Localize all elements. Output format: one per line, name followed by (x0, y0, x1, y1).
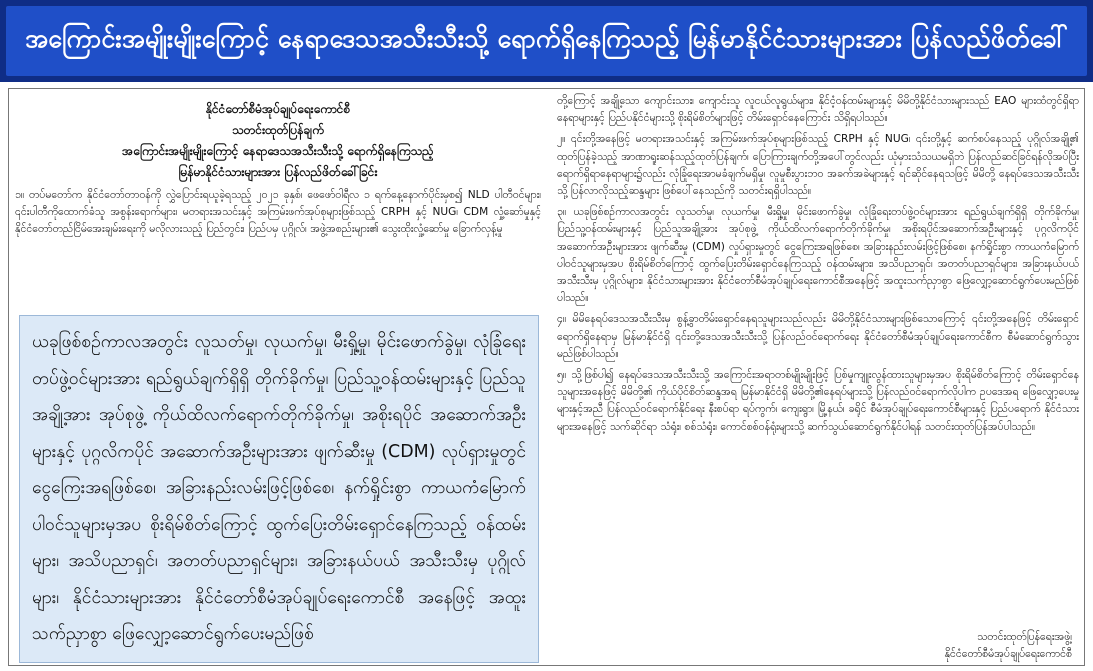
left-paragraph-1: ၁။ တပ်မတော်က နိုင်ငံတော်တာဝန်ကို လွှဲပြောင်းရယူခဲ့ရသည့် ၂၀၂၁ ခုနှစ်၊ ဖေဖော်ဝါရီလ ၁ ရက်နေ့နောက်ပိုင်းမှစ၍ NLD ပါတီဝင်များ၊ ၎င်းပါတီကိုထောက်ခံသူ အစွန်းရောက်များ၊ မတရားအသင်းနှင့် အကြမ်းဖက်အုပ်စုများဖြစ်သည့် CRPH နှင့် NUG၊ CDM လှုံ့ဆော်မှုနှင့် နိုင်ငံတော်တည်ငြိမ်အေးချမ်းရေးကို မလိုလားသည့် ပြည်တွင်း၊ ပြည်ပမှ ပုဂ္ဂိုလ်၊ အဖွဲ့အစည်းများ၏ သွေးထိုးလှုံ့ဆော်မှု ခြောက်လှန့်မှု (15, 189, 541, 236)
right-column (557, 89, 1079, 665)
heading-line-press-release: သတင်းထုတ်ပြန်ချက် (232, 123, 324, 137)
signature-line-2: နိုင်ငံတော်စီမံအုပ်ချုပ်ရေးကောင်စီ (944, 648, 1072, 660)
signature-line-1: သတင်းထုတ်ပြန်ရေးအဖွဲ့၊ (977, 631, 1072, 643)
heading-line-council: နိုင်ငံတော်စီမံအုပ်ချုပ်ရေးကောင်စီ (205, 102, 351, 116)
right-paragraph-5: ၅။ သို့ဖြစ်ပါ၍ နေရပ်ဒေသအသီးသီးသို့ အကြောင်းအရာတစ်မျိုးမျိုးဖြင့် ပြစ်မှုကျူးလွန်ထားသူများမှအပ စိုးရိမ်စိတ်ကြောင့် တိမ်းရှောင်နေသူများအနေဖြင့် မိမိတို့၏ ကိုယ်ပိုင်စိတ်ဆန္ဒအရ မြန်မာနိုင်ငံရှိ မိမိတို့၏နေရပ်များသို့ ပြန်လည်ဝင်ရောက်လိုပါက ဥပဒေအရ ဖြေလျှော့ပေးမှုများနှင့်အညီ ပြန်လည်ဝင်ရောက်နိုင်ရေး နီးစပ်ရာ ရပ်ကွက်၊ ကျေးရွာ၊ မြို့နယ်၊ ခရိုင် စီမံအုပ်ချုပ်ရေးကောင်စီများနှင့် ပြည်ပရောက် နိုင်ငံသားများအနေဖြင့် သက်ဆိုင်ရာ သံရုံး၊ စစ်သံရုံး၊ ကောင်စစ်ဝန်ရုံးများသို့ ဆက်သွယ်ဆောင်ရွက်နိုင်ပါရန် သတင်းထုတ်ပြန်အပ်ပါသည်။ (557, 369, 1079, 433)
heading-line-subject-1: အကြောင်းအမျိုးမျိုးကြောင့် နေရာဒေသအသီးသီးသို့ ရောက်ရှိနေကြသည့် (122, 144, 434, 158)
headline-title: အကြောင်းအမျိုးမျိုးကြောင့် နေရာဒေသအသီးသီးသို့ ရောက်ရှိနေကြသည့် မြန်မာနိုင်ငံသားများအား ပြန်လည်ဖိတ်ခေါ် (25, 23, 1068, 53)
statement-heading (15, 89, 541, 183)
right-paragraph-4: ၄။ မိမိနေရပ်ဒေသအသီးသီးမှ စွန့်ခွာတိမ်းရှောင်နေရသူများသည်လည်း မိမိတို့နိုင်ငံသားများဖြစ်သောကြောင့် ၎င်းတို့အနေဖြင့် တိမ်းရှောင်ရောက်ရှိနေရာမှ မြန်မာနိုင်ငံရှိ ၎င်းတို့ဒေသအသီးသီးသို့ ပြန်လည်ဝင်ရောက်ရေး နိုင်ငံတော်စီမံအုပ်ချုပ်ရေးကောင်စီက စီမံဆောင်ရွက်သွားမည်ဖြစ်ပါသည်။ (557, 313, 1079, 360)
callout-text: ယခုဖြစ်စဉ်ကာလအတွင်း လူသတ်မှု၊ လုယက်မှု၊ မီးရှို့မှု၊ မိုင်းဖောက်ခွဲမှု၊ လုံခြုံရေးတပ်ဖွဲ့ဝင်များအား ရည်ရွယ်ချက်ရှိရှိ တိုက်ခိုက်မှု၊ ပြည်သူ့ဝန်ထမ်းများနှင့် ပြည်သူအချို့အား အုပ်စုဖွဲ့ ကိုယ်ထိလက်ရောက်တိုက်ခိုက်မှု၊ အစိုးရပိုင် အဆောက်အဦးများနှင့် ပုဂ္ဂလိကပိုင် အဆောက်အဦးများအား ဖျက်ဆီးမှု (CDM) လုပ်ရှားမှုတွင် ငွေကြေးအရဖြစ်စေ၊ အခြားနည်းလမ်းဖြင့်ဖြစ်စေ၊ နက်ရှိုင်းစွာ ကာယကံမြောက် ပါဝင်သူများမှအပ စိုးရိမ်စိတ်ကြောင့် ထွက်ပြေးတိမ်းရှောင်နေကြသည့် ဝန်ထမ်းများ၊ အသိပညာရှင်၊ အတတ်ပညာရှင်များ၊ အခြားနယ်ပယ် အသီးသီးမှ ပုဂ္ဂိုလ်များ၊ နိုင်ငံသားများအား နိုင်ငံတော်စီမံအုပ်ချုပ်ရေးကောင်စီ အနေဖြင့် အထူးသက်ညှာစွာ ဖြေလျှော့ဆောင်ရွက်ပေးမည်ဖြစ် (32, 332, 526, 644)
highlight-callout (19, 315, 539, 663)
right-paragraph-3: ၃။ ယခုဖြစ်စဉ်ကာလအတွင်း လူသတ်မှု၊ လုယက်မှု၊ မီးရှို့မှု၊ မိုင်းဖောက်ခွဲမှု၊ လုံခြုံရေးတပ်ဖွဲ့ဝင်များအား ရည်ရွယ်ချက်ရှိရှိ တိုက်ခိုက်မှု၊ ပြည်သူ့ဝန်ထမ်းများနှင့် ပြည်သူအချို့အား အုပ်စုဖွဲ့ ကိုယ်ထိလက်ရောက်တိုက်ခိုက်မှု၊ အစိုးရပိုင်အဆောက်အဦးများနှင့် ပုဂ္ဂလိကပိုင် အဆောက်အဦးများအား ဖျက်ဆီးမှု (CDM) လှုပ်ရှားမှုတွင် ငွေကြေးအရဖြစ်စေ၊ အခြားနည်းလမ်းဖြင့်ဖြစ်စေ၊ နက်ရှိုင်းစွာ ကာယကံမြောက် ပါဝင်သူများမှအပ စိုးရိမ်စိတ်ကြောင့် ထွက်ပြေးတိမ်းရှောင်နေကြသည့် ဝန်ထမ်းများ၊ အသိပညာရှင်၊ အတတ်ပညာရှင်များ၊ အခြားနယ်ပယ်အသီးသီးမှ ပုဂ္ဂိုလ်များ၊ နိုင်ငံသားများအား နိုင်ငံတော်စီမံအုပ်ချုပ်ရေးကောင်စီအနေဖြင့် အထူးသက်ညှာစွာ ဖြေလျှော့ဆောင်ရွက်ပေးမည်ဖြစ်ပါသည်။ (557, 206, 1079, 305)
right-paragraph-2: ၂။ ၎င်းတို့အနေဖြင့် မတရားအသင်းနှင့် အကြမ်းဖက်အုပ်စုများဖြစ်သည့် CRPH နှင့် NUG၊ ၎င်းတို့နှင့် ဆက်စပ်နေသည့် ပုဂ္ဂိုလ်အချို့၏ ထုတ်ပြန်ခဲ့သည့် အာဏာရူးဆန်သည့်ထုတ်ပြန်ချက်၊ ပြောကြားချက်တို့အပေါ်တွင်လည်း ယုံမှားသံသယမရှိဘဲ ပြန်လည်ဆင်ခြင်ရန်လိုအပ်ပြီး ရောက်ရှိရာနေရာများ၌လည်း လုံခြုံရေးအာမခံချက်မရှိမှု၊ လူမှုစီးပွားဘဝ အခက်အခဲများနှင့် ရင်ဆိုင်နေရသဖြင့် မိမိတို့ နေရပ်ဒေသအသီးသီးသို့ ပြန်လာလိုသည့်ဆန္ဒများ ဖြစ်ပေါ်နေသည်ကို သတင်းရရှိပါသည်။ (557, 133, 1079, 198)
article-frame (8, 88, 1085, 666)
headline-banner (0, 0, 1093, 82)
heading-line-subject-2: မြန်မာနိုင်ငံသားများအား ပြန်လည်ဖိတ်ခေါ်ခြင်း (178, 165, 378, 179)
right-paragraph-1: တို့ကြောင့် အချို့သော ကျောင်းသား၊ ကျောင်းသူ လူငယ်လူရွယ်များ၊ နိုင်ငံ့ဝန်ထမ်းများနှင့် မိမိတို့နိုင်ငံသားများသည် EAO များထံတွင်ရှိရာနေရာများနှင့် ပြည်ပနိုင်ငံများသို့ စိုးရိမ်စိတ်များဖြင့် တိမ်းရှောင်နေကြောင်း သိရှိရပါသည်။ (557, 95, 1079, 125)
headline-banner-inner (6, 6, 1087, 76)
